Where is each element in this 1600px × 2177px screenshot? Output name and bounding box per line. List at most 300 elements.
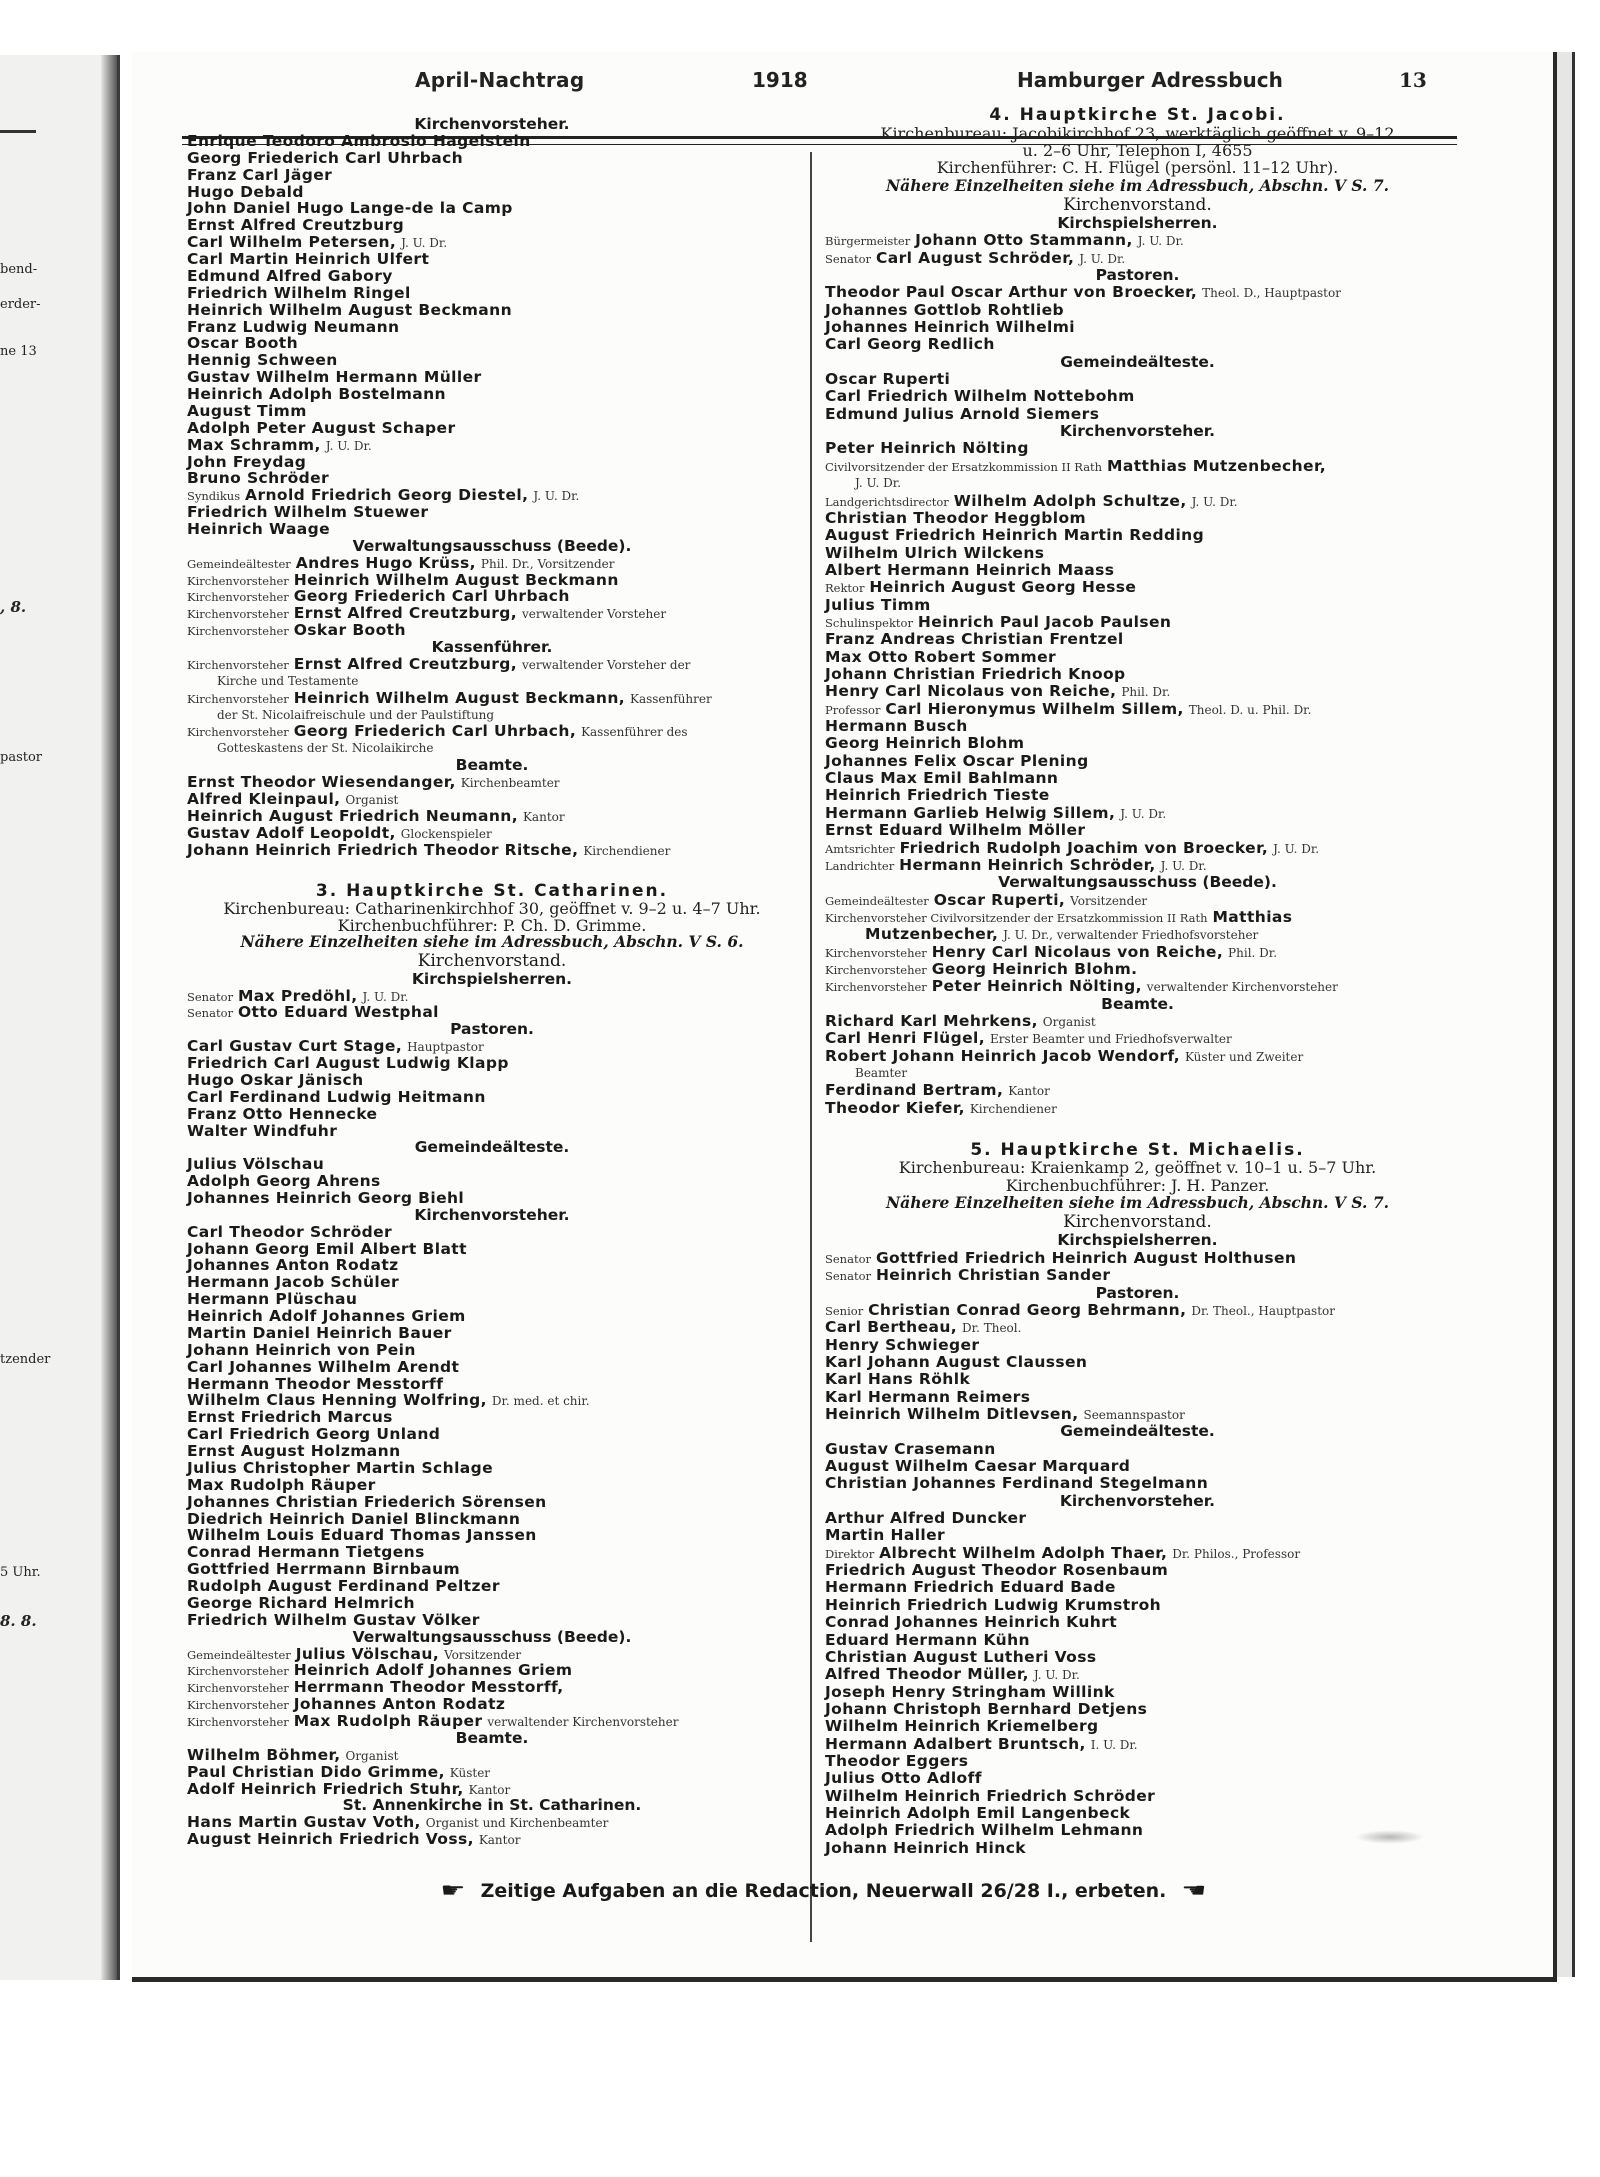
directory-entry: [187, 723, 688, 740]
directory-entry: [825, 1822, 1143, 1838]
directory-entry: [825, 1510, 1026, 1526]
section-heading: Kirchspielsherren.: [411, 969, 573, 988]
directory-entry: [187, 1055, 509, 1071]
entry-suffix: Vorsitzender: [444, 1647, 522, 1662]
directory-entry: [187, 1156, 324, 1172]
entry-name: Theodor Eggers: [825, 1751, 969, 1770]
entry-suffix: J. U. Dr.: [1137, 234, 1184, 249]
entry-name: Hugo Oskar Jänisch: [187, 1070, 364, 1089]
directory-entry: [825, 1030, 1232, 1047]
directory-entry: [825, 388, 1135, 404]
directory-entry: [825, 302, 1064, 318]
entry-name: Matthias Mutzenbecher,: [1107, 456, 1326, 475]
directory-entry: [825, 1013, 1096, 1030]
entry-suffix: Kantor: [478, 1833, 521, 1848]
entry-name: Richard Karl Mehrkens,: [825, 1012, 1038, 1030]
section-heading: Gemeindeälteste.: [414, 1138, 570, 1157]
directory-entry: [187, 386, 446, 402]
directory-entry: [187, 656, 690, 673]
entry-suffix: Dr. Theol.: [962, 1321, 1022, 1336]
directory-entry: [187, 1224, 392, 1240]
entry-name: Ernst Theodor Wiesendanger,: [187, 773, 456, 791]
directory-entry: [187, 588, 570, 605]
entry-name: Adolf Heinrich Friedrich Stuhr,: [187, 1779, 464, 1798]
directory-entry: [187, 1747, 398, 1764]
church-info-line: u. 2–6 Uhr, Telephon I, 4655: [1022, 140, 1253, 160]
directory-entry: [825, 1736, 1138, 1753]
entry-suffix: J. U. Dr.: [1191, 494, 1238, 509]
entry-suffix: Kantor: [468, 1782, 511, 1797]
directory-entry: [825, 284, 1341, 301]
entry-name: Johannes Anton Rodatz: [293, 1695, 506, 1714]
entry-name: August Heinrich Friedrich Voss,: [187, 1830, 474, 1849]
directory-entry: [825, 1337, 979, 1353]
entry-name: Julius Timm: [825, 595, 931, 614]
directory-entry: [825, 1389, 1030, 1405]
directory-entry: [187, 1342, 416, 1358]
entry-name: Enrique Teodoro Ambrosio Hagelstein: [187, 131, 531, 150]
section-heading: Beamte.: [1101, 994, 1174, 1013]
entry-name: Conrad Johannes Heinrich Kuhrt: [825, 1613, 1118, 1632]
directory-entry: [187, 133, 531, 149]
entry-name: Alfred Theodor Müller,: [825, 1665, 1029, 1684]
directory-entry: [187, 1561, 460, 1577]
entry-suffix: Küster: [449, 1765, 491, 1780]
entry-name: Carl Friedrich Wilhelm Nottebohm: [825, 387, 1135, 406]
entry-name: Karl Hermann Reimers: [825, 1387, 1031, 1406]
footer-notice: [432, 1878, 1432, 1902]
directory-page: [132, 52, 1557, 1982]
entry-name: Heinrich Paul Jacob Paulsen: [917, 612, 1172, 631]
directory-entry: [825, 961, 1137, 978]
directory-entry: [187, 572, 619, 589]
entry-name: Carl Wilhelm Petersen,: [187, 233, 397, 252]
directory-entry: [187, 369, 482, 385]
directory-entry: [187, 504, 428, 520]
directory-entry: [187, 1291, 357, 1307]
directory-entry: [187, 1241, 467, 1257]
directory-entry: [825, 753, 1089, 769]
pointing-hand-icon: ☚: [1181, 1878, 1207, 1902]
directory-entry: [825, 1684, 1115, 1700]
entry-suffix: Theol. D., Hauptpastor: [1202, 286, 1341, 301]
entry-name: Karl Hans Röhlk: [825, 1370, 971, 1389]
entry-name: Johannes Christian Friederich Sörensen: [187, 1492, 547, 1511]
entry-name: Arnold Friedrich Georg Diestel,: [245, 486, 529, 505]
directory-entry: [825, 1597, 1161, 1613]
directory-entry: [187, 1089, 486, 1105]
section-heading: St. Annenkirche in St. Catharinen.: [342, 1796, 642, 1815]
directory-entry: [187, 555, 615, 572]
pointing-hand-icon: ☛: [440, 1878, 466, 1902]
directory-entry: [187, 1443, 401, 1459]
directory-entry: [825, 545, 1044, 561]
entry-name: Heinrich August Friedrich Neumann,: [187, 806, 519, 825]
entry-name: Hennig Schween: [187, 351, 338, 370]
entry-suffix: Phil. Dr.: [1228, 945, 1278, 960]
directory-entry: [825, 1302, 1335, 1319]
entry-name: Theodor Paul Oscar Arthur von Broecker,: [825, 283, 1198, 302]
entry-name: August Friedrich Heinrich Martin Redding: [825, 526, 1205, 545]
directory-entry: [825, 1788, 1155, 1804]
directory-entry: [825, 840, 1319, 857]
entry-name: Julius Völschau,: [295, 1644, 440, 1663]
entry-name: Andres Hugo Krüss,: [295, 553, 476, 572]
entry-name: Joseph Henry Stringham Willink: [825, 1682, 1115, 1701]
directory-entry: [825, 718, 968, 734]
directory-entry: [187, 1274, 399, 1290]
directory-entry: [187, 1460, 493, 1476]
entry-name: Gustav Wilhelm Hermann Müller: [187, 368, 482, 387]
entry-name: Hermann Plüschau: [187, 1290, 358, 1309]
entry-suffix: Glockenspieler: [400, 826, 492, 841]
entry-name: John Freydag: [187, 452, 307, 471]
entry-suffix: verwaltender Kirchenvorsteher: [487, 1715, 679, 1729]
directory-entry: [187, 988, 408, 1005]
entry-name: Carl Hieronymus Wilhelm Sillem,: [885, 699, 1184, 718]
entry-name: Heinrich Adolf Johannes Griem: [293, 1661, 573, 1680]
directory-entry: [825, 1475, 1208, 1491]
reference-note: Nähere Einzelheiten siehe im Adressbuch, Abschn. V S. 6.: [240, 932, 744, 952]
entry-title: Syndikus: [187, 489, 241, 504]
entry-name: Johann Georg Emil Albert Blatt: [187, 1239, 467, 1258]
entry-name: Johannes Heinrich Wilhelmi: [825, 318, 1075, 336]
entry-name: Wilhelm Adolph Schultze,: [953, 491, 1187, 510]
entry-title: Rektor: [825, 581, 865, 596]
directory-entry: [187, 150, 463, 166]
entry-name: Heinrich Wilhelm Ditlevsen,: [825, 1404, 1079, 1423]
section-heading: Verwaltungsausschuss (Beede).: [998, 873, 1277, 892]
entry-suffix: Kirchenbeamter: [460, 776, 560, 790]
entry-name: Gustav Adolf Leopoldt,: [187, 823, 396, 842]
entry-title: Senator: [825, 251, 871, 266]
directory-entry: [825, 232, 1184, 249]
directory-entry: [187, 1477, 376, 1493]
entry-name: Peter Heinrich Nölting: [825, 439, 1029, 458]
entry-title: Kirchenvorsteher Civilvorsitzender der Ersatzkommission II Rath: [825, 910, 1208, 925]
entry-name: Matthias: [1212, 907, 1293, 926]
entry-name: Ernst August Holzmann: [187, 1442, 401, 1461]
entry-name: Karl Johann August Claussen: [825, 1352, 1088, 1371]
entry-name: Heinrich Adolf Johannes Griem: [187, 1307, 466, 1326]
directory-entry: [187, 774, 560, 791]
entry-name: Arthur Alfred Duncker: [825, 1509, 1027, 1527]
margin-fragment: bend-: [0, 262, 38, 277]
entry-name: Walter Windfuhr: [187, 1121, 338, 1140]
directory-entry: [187, 1004, 439, 1021]
entry-name: Carl Johannes Wilhelm Arendt: [187, 1357, 460, 1376]
directory-entry: [825, 1579, 1116, 1595]
entry-name: Heinrich Christian Sander: [875, 1266, 1111, 1285]
directory-entry: [825, 1805, 1130, 1821]
entry-title: Direktor: [825, 1546, 875, 1561]
entry-name: Christian Conrad Georg Behrmann,: [868, 1300, 1187, 1319]
directory-entry: [825, 1770, 982, 1786]
entry-name: Ernst Friedrich Marcus: [187, 1408, 393, 1427]
entry-suffix: J. U. Dr.: [1079, 251, 1126, 266]
directory-entry: [825, 493, 1238, 510]
directory-entry: [187, 302, 512, 318]
directory-entry: [187, 1308, 466, 1324]
directory-entry: [187, 167, 332, 183]
church-info-line: Kirchenbuchführer: J. H. Panzer.: [1005, 1175, 1270, 1195]
margin-fragment: , 8.: [0, 598, 27, 616]
entry-name: Adolph Georg Ahrens: [187, 1172, 381, 1191]
entry-name: Christian Theodor Heggblom: [825, 508, 1087, 527]
entry-title: Kirchenvorsteher: [187, 573, 289, 588]
directory-entry: [825, 909, 1292, 926]
directory-entry: [187, 1831, 520, 1848]
directory-entry: [825, 1701, 1147, 1717]
entry-name: Johann Heinrich von Pein: [187, 1340, 416, 1359]
entry-name: Mutzenbecher,: [865, 925, 999, 944]
entry-suffix: J. U. Dr.: [1160, 858, 1207, 873]
directory-entry: [187, 1679, 564, 1696]
entry-title: Senator: [825, 1269, 871, 1284]
margin-fragment: ne 13: [0, 344, 37, 359]
entry-name: Johannes Anton Rodatz: [187, 1256, 399, 1275]
entry-name: Hermann Garlieb Helwig Sillem,: [825, 803, 1116, 822]
section-heading: Pastoren.: [1095, 1283, 1180, 1302]
directory-entry: [187, 1646, 521, 1663]
entry-name: John Daniel Hugo Lange-de la Camp: [187, 199, 513, 218]
section-heading: Verwaltungsausschuss (Beede).: [352, 536, 632, 555]
entry-name: Oscar Booth: [187, 334, 299, 353]
directory-entry: [825, 822, 1085, 838]
entry-name: Henry Carl Nicolaus von Reiche,: [825, 682, 1117, 701]
directory-entry: [187, 605, 666, 622]
directory-entry: [187, 1038, 484, 1055]
directory-entry: [187, 470, 329, 486]
entry-name: Georg Friederich Carl Uhrbach: [293, 587, 570, 606]
entry-title: Senator: [187, 989, 233, 1004]
entry-suffix: Organist: [345, 1748, 399, 1763]
entry-title: Kirchenvorsteher: [187, 725, 289, 740]
directory-entry: [187, 842, 670, 859]
directory-entry: [187, 1781, 510, 1798]
entry-name: Alfred Kleinpaul,: [187, 789, 341, 808]
entry-name: Hermann Theodor Messtorff: [187, 1374, 444, 1393]
entry-name: Carl Friedrich Georg Unland: [187, 1425, 441, 1444]
entry-title: Kirchenvorsteher: [187, 590, 289, 605]
entry-suffix: Dr. Philos., Professor: [1172, 1546, 1301, 1561]
directory-entry: [187, 791, 398, 808]
entry-name: Wilhelm Louis Eduard Thomas Janssen: [187, 1526, 537, 1545]
entry-name: Oscar Ruperti,: [933, 890, 1066, 909]
entry-name: Peter Heinrich Nölting,: [931, 977, 1142, 996]
entry-name: Johannes Heinrich Georg Biehl: [187, 1189, 465, 1207]
entry-name: Carl Ferdinand Ludwig Heitmann: [187, 1087, 486, 1106]
entry-title: Gemeindeältester: [825, 893, 929, 908]
directory-entry: [187, 1426, 440, 1442]
directory-entry: [825, 1319, 1021, 1336]
directory-entry: [187, 217, 404, 233]
entry-suffix: Vorsitzender: [1070, 893, 1148, 908]
directory-entry: [825, 1545, 1300, 1562]
board-heading: Kirchenvorstand.: [1063, 194, 1212, 215]
entry-suffix: J. U. Dr.: [325, 438, 372, 453]
entry-name: Carl Henri Flügel,: [825, 1029, 986, 1048]
directory-entry: [825, 1753, 968, 1769]
directory-entry: [187, 437, 372, 454]
entry-name: Friedrich Wilhelm Ringel: [187, 283, 411, 302]
entry-name: Heinrich Adolph Emil Langenbeck: [825, 1804, 1131, 1822]
entry-suffix: Dr. med. et chir.: [491, 1394, 590, 1409]
directory-entry: [187, 352, 338, 368]
entry-name: Henry Carl Nicolaus von Reiche,: [931, 942, 1224, 961]
entry-suffix: Hauptpastor: [407, 1040, 484, 1055]
directory-entry: [825, 1458, 1130, 1474]
entry-name: Adolph Friedrich Wilhelm Lehmann: [825, 1821, 1144, 1840]
entry-name: Julius Völschau: [187, 1155, 325, 1174]
header-year: 1918: [752, 68, 808, 92]
entry-title: Kirchenvorsteher: [187, 1664, 289, 1679]
entry-title: Kirchenvorsteher: [187, 1681, 289, 1696]
directory-entry: [187, 1409, 393, 1425]
entry-name: Franz Carl Jäger: [187, 165, 333, 184]
entry-name: Hermann Busch: [825, 717, 968, 735]
ink-smudge: [1355, 1830, 1425, 1844]
directory-entry: [825, 406, 1099, 422]
directory-entry: [825, 597, 931, 613]
section-heading: Kirchenvorsteher.: [414, 1205, 570, 1224]
directory-entry: [825, 892, 1147, 909]
entry-name: Claus Max Emil Bahlmann: [825, 769, 1059, 788]
section-heading: Kassenführer.: [431, 638, 553, 657]
board-heading: Kirchenvorstand.: [1063, 1212, 1212, 1233]
directory-entry: [825, 735, 1024, 751]
binding-shadow: [101, 55, 117, 1980]
entry-name: Carl Gustav Curt Stage,: [187, 1037, 403, 1056]
entry-suffix: Dr. Theol., Hauptpastor: [1191, 1303, 1335, 1318]
section-heading: Gemeindeälteste.: [1060, 352, 1215, 371]
header-right-title: Hamburger Adressbuch: [1017, 68, 1283, 92]
entry-name: Ernst Eduard Wilhelm Möller: [825, 821, 1086, 840]
section-heading: Pastoren.: [1095, 265, 1180, 284]
directory-entry: [825, 527, 1204, 543]
entry-name: Friedrich Wilhelm Stuewer: [187, 503, 429, 522]
entry-suffix: Kantor: [522, 809, 565, 824]
entry-name: Johann Christian Friedrich Knoop: [825, 665, 1126, 683]
running-header: [132, 62, 1557, 100]
directory-entry: [187, 403, 307, 419]
directory-entry: [825, 1406, 1185, 1423]
directory-entry: [825, 458, 1326, 475]
church-info-line: Kirchenbureau: Jacobikirchhof 23, werktäglich geöffnet v. 9–12: [880, 123, 1395, 143]
entry-name: Franz Ludwig Neumann: [187, 317, 400, 336]
entry-name: George Richard Helmrich: [187, 1593, 415, 1612]
directory-entry: [825, 1267, 1110, 1284]
directory-entry: [825, 1100, 1057, 1117]
directory-entry: [187, 1376, 443, 1392]
directory-entry: [187, 1072, 364, 1088]
entry-name: Ernst Alfred Creutzburg: [187, 216, 405, 235]
entry-name: Christian Johannes Ferdinand Stegelmann: [825, 1474, 1209, 1493]
church-heading: 5. Hauptkirche St. Michaelis.: [970, 1140, 1305, 1161]
directory-entry: [187, 1764, 490, 1781]
entry-suffix: Küster und Zweiter: [1184, 1049, 1304, 1064]
entry-name: Paul Christian Dido Grimme,: [187, 1762, 445, 1781]
entry-name: Edmund Alfred Gabory: [187, 266, 393, 285]
entry-suffix: Organist: [345, 792, 399, 807]
directory-entry: [865, 926, 1258, 943]
entry-suffix: Kassenführer des: [581, 725, 688, 740]
section-heading: Kirchenvorsteher.: [1059, 422, 1216, 441]
column-divider: [810, 152, 812, 1942]
entry-name: Georg Heinrich Blohm.: [931, 959, 1138, 978]
entry-title: Senator: [187, 1006, 233, 1021]
entry-title: Landgerichtsdirector: [825, 494, 949, 509]
directory-entry: [187, 1814, 608, 1831]
directory-entry: [187, 1612, 480, 1628]
entry-name: Oscar Ruperti: [825, 370, 951, 388]
entry-name: Julius Christopher Martin Schlage: [187, 1458, 494, 1477]
entry-name: Friedrich Rudolph Joachim von Broecker,: [899, 838, 1269, 857]
entry-name: Georg Friederich Carl Uhrbach: [187, 148, 464, 167]
reference-note: Nähere Einzelheiten siehe im Adressbuch, Abschn. V S. 7.: [885, 175, 1390, 195]
directory-entry: [187, 234, 447, 251]
directory-entry: [825, 319, 1075, 335]
entry-name: Rudolph August Ferdinand Peltzer: [187, 1577, 500, 1595]
directory-entry: [825, 1082, 1050, 1099]
entry-suffix: J. U. Dr., verwaltender Friedhofsvorsteher: [1003, 928, 1259, 943]
entry-name: Hermann Jacob Schüler: [187, 1273, 400, 1292]
entry-name: Gustav Crasemann: [825, 1439, 996, 1458]
entry-name: Friedrich Wilhelm Gustav Völker: [187, 1610, 480, 1629]
directory-entry: [825, 1354, 1087, 1370]
church-heading: 4. Hauptkirche St. Jacobi.: [989, 105, 1286, 126]
entry-title: Senator: [825, 1251, 871, 1266]
directory-entry: [825, 944, 1277, 961]
directory-entry: [825, 1666, 1080, 1683]
entry-name: Martin Haller: [825, 1526, 946, 1545]
entry-title: Schulinspektor: [825, 615, 913, 630]
directory-entry: [825, 1614, 1117, 1630]
entry-title: Kirchenvorsteher: [187, 624, 289, 639]
entry-name: August Wilhelm Caesar Marquard: [825, 1457, 1131, 1475]
church-info-line: Kirchenbuchführer: P. Ch. D. Grimme.: [337, 915, 647, 935]
margin-fragment: 5 Uhr.: [0, 1565, 41, 1580]
margin-fragment: pastor: [0, 750, 43, 765]
directory-entry: [187, 622, 406, 639]
entry-name: Max Otto Robert Sommer: [825, 647, 1057, 666]
directory-entry: [187, 1527, 537, 1543]
entry-name: Heinrich Waage: [187, 519, 331, 538]
section-heading: Gemeindeälteste.: [1060, 1422, 1215, 1441]
entry-title: Senior: [825, 1303, 864, 1318]
entry-name: Carl Martin Heinrich Ulfert: [187, 250, 430, 268]
directory-entry: [187, 1392, 590, 1409]
entry-name: Johann Otto Stammann,: [915, 231, 1133, 250]
entry-name: Diedrich Heinrich Daniel Blinckmann: [187, 1509, 521, 1528]
directory-entry: [825, 440, 1029, 456]
entry-suffix: Kassenführer: [630, 691, 712, 706]
entry-name: Albert Hermann Heinrich Maass: [825, 560, 1115, 579]
entry-name: Conrad Hermann Tietgens: [187, 1543, 425, 1562]
entry-suffix: J. U. Dr.: [1120, 806, 1167, 821]
entry-name: Johann Heinrich Hinck: [825, 1838, 1026, 1857]
entry-name: Georg Heinrich Blohm: [825, 734, 1025, 753]
section-heading: Kirchenvorsteher.: [1059, 1491, 1216, 1510]
entry-name: Julius Otto Adloff: [825, 1769, 982, 1788]
directory-entry: [187, 268, 393, 284]
directory-entry: [825, 250, 1125, 267]
directory-entry: [825, 978, 1338, 995]
directory-entry: [187, 1123, 337, 1139]
entry-suffix: Kantor: [1008, 1084, 1050, 1099]
directory-entry: [187, 1662, 572, 1679]
section-heading: Kirchenvorsteher.: [414, 115, 570, 133]
